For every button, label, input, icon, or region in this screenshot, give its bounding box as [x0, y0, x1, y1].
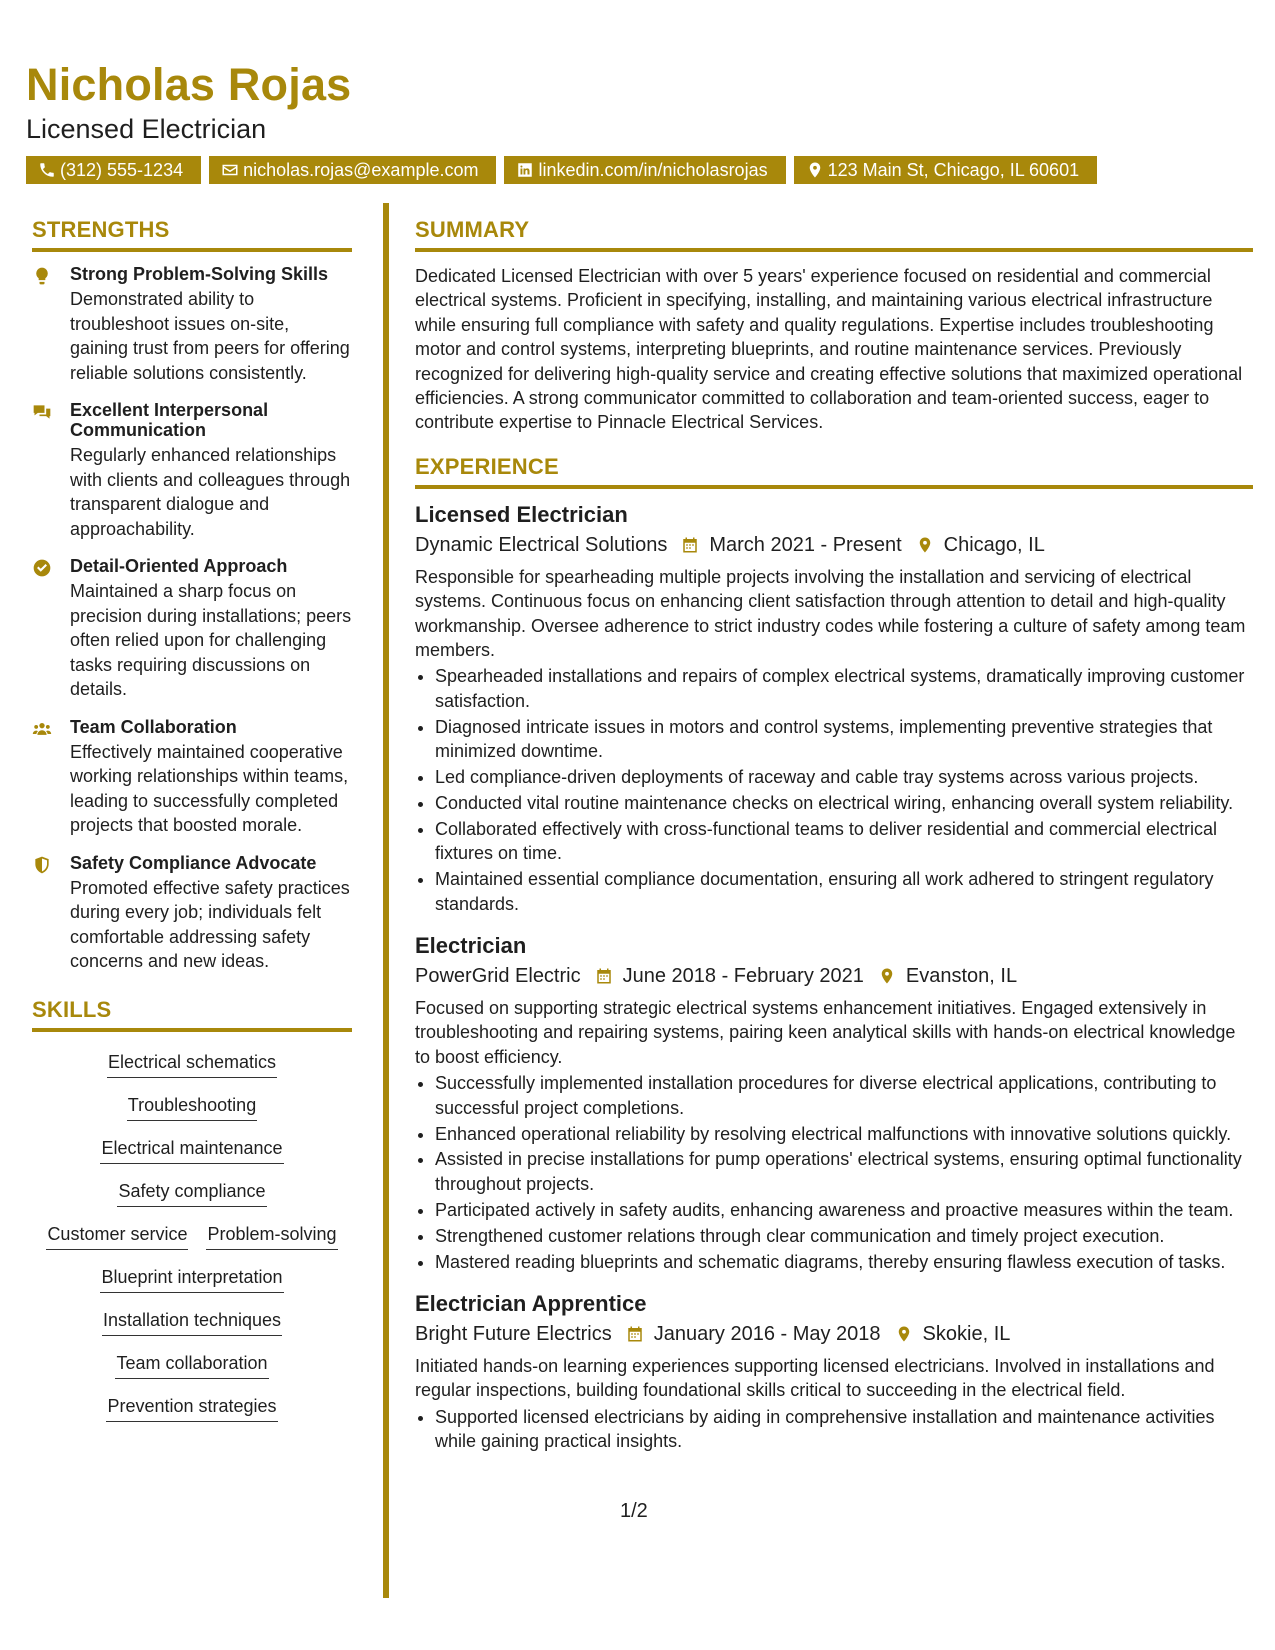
- strength-item: [32, 556, 352, 702]
- bullet-item: • Spearheaded installations and repairs of complex electrical systems, dramatically improving customer satisfaction.: [435, 664, 1253, 713]
- job-company: Bright Future Electrics: [415, 1323, 612, 1345]
- job-title: Electrician Apprentice: [415, 1291, 647, 1316]
- job-company: PowerGrid Electric: [415, 965, 581, 988]
- job-dates: January 2016 - May 2018: [653, 1323, 881, 1345]
- skill-tag: Installation techniques: [102, 1308, 282, 1336]
- skill-tag: Blueprint interpretation: [100, 1265, 283, 1293]
- job-title: Licensed Electrician: [415, 501, 628, 527]
- skill-tag: Prevention strategies: [106, 1394, 277, 1422]
- job-dates: March 2021 - Present: [709, 533, 902, 556]
- skill-tag: Troubleshooting: [127, 1093, 257, 1121]
- job-company: Dynamic Electrical Solutions: [415, 533, 668, 556]
- calendar-icon: [681, 535, 699, 555]
- map-marker-icon: [878, 966, 896, 986]
- users-icon: [32, 719, 52, 739]
- right-column: [415, 216, 1253, 1470]
- calendar-icon: [595, 966, 613, 986]
- map-marker-icon: [916, 535, 934, 555]
- page-number: 1/2: [620, 1500, 648, 1522]
- skill-tag: Team collaboration: [115, 1351, 268, 1379]
- job-dates: June 2018 - February 2021: [622, 965, 864, 988]
- skill-tag: Customer service: [46, 1222, 188, 1250]
- bullet-item: • Collaborated effectively with cross-functional teams to deliver residential and commercial electrical fixtures on time.: [435, 817, 1253, 866]
- candidate-name: Nicholas Rojas: [26, 59, 352, 110]
- job-description: Responsible for spearheading multiple projects involving the installation and servicing of electrical systems. Continuous focus on enhancing client satisfaction through attention to detail and high-quality workmanship. Oversee adherence to strict industry codes while fostering a culture of safety among team members.: [415, 566, 1246, 661]
- strength-desc: Promoted effective safety practices during every job; individuals felt comfortable addressing safety concerns and new ideas.: [70, 877, 350, 971]
- map-marker-icon: [806, 161, 824, 179]
- job-description: Focused on supporting strategic electrical systems enhancement initiatives. Engaged extensively in troubleshooting and repairing systems, pairing keen analytical skills with hands-on electrical knowledge to boost efficiency.: [415, 998, 1236, 1067]
- contact-email-text: nicholas.rojas@example.com: [243, 160, 479, 180]
- map-marker-icon: [895, 1324, 913, 1344]
- skill-tag: Electrical schematics: [107, 1050, 277, 1078]
- column-divider: [383, 203, 389, 1598]
- strength-item: [32, 717, 352, 838]
- check-circle-icon: [32, 558, 52, 578]
- strength-desc: Demonstrated ability to troubleshoot issues on-site, gaining trust from peers for offering reliable solutions consistently.: [70, 289, 350, 383]
- job-location: Evanston, IL: [905, 965, 1018, 988]
- skills-heading: SKILLS: [32, 996, 352, 1032]
- bullet-item: • Maintained essential compliance documentation, ensuring all work adhered to stringent regulatory standards.: [435, 867, 1253, 916]
- calendar-icon: [626, 1324, 644, 1344]
- strengths-heading: STRENGTHS: [32, 216, 352, 252]
- bullet-item: • Enhanced operational reliability by resolving electrical malfunctions with innovative solutions quickly.: [435, 1122, 1253, 1146]
- strength-desc: Regularly enhanced relationships with clients and colleagues through transparent dialogue and approachability.: [70, 445, 351, 539]
- candidate-title: Licensed Electrician: [26, 114, 267, 144]
- strength-title: Strong Problem-Solving Skills: [70, 264, 329, 284]
- job-title: Electrician: [415, 933, 527, 959]
- linkedin-icon: [516, 161, 534, 179]
- resume-header: [26, 60, 1249, 184]
- job-description: Initiated hands-on learning experiences supporting licensed electricians. Involved in installations and regular inspections, building foundational skills critical to succeeding in the electrical field.: [415, 1356, 1215, 1401]
- summary-heading: SUMMARY: [415, 216, 1253, 252]
- job-entry: [415, 1290, 1253, 1454]
- contact-email[interactable]: [209, 156, 496, 184]
- strength-desc: Maintained a sharp focus on precision during installations; peers often relied upon for challenging tasks requiring discussions on details.: [70, 581, 352, 699]
- left-column: [32, 216, 352, 1437]
- contact-linkedin-text: linkedin.com/in/nicholasrojas: [538, 160, 768, 180]
- bullet-item: • Conducted vital routine maintenance checks on electrical wiring, enhancing overall system reliability.: [435, 791, 1253, 815]
- strength-item: [32, 853, 352, 974]
- strength-item: [32, 400, 352, 541]
- job-location: Skokie, IL: [922, 1323, 1011, 1345]
- strength-desc: Effectively maintained cooperative working relationships within teams, leading to successfully completed projects that boosted morale.: [70, 741, 349, 835]
- bullet-item: • Supported licensed electricians by aiding in comprehensive installation and maintenance activities while gaining practical insights.: [435, 1405, 1253, 1454]
- bullet-item: • Mastered reading blueprints and schematic diagrams, thereby ensuring flawless execution of tasks.: [435, 1250, 1253, 1274]
- contact-phone[interactable]: [26, 156, 201, 184]
- skill-tag: Problem-solving: [206, 1222, 337, 1250]
- bullet-item: • Led compliance-driven deployments of raceway and cable tray systems across various projects.: [435, 765, 1253, 789]
- lightbulb-icon: [32, 266, 52, 286]
- bullet-item: • Participated actively in safety audits, enhancing awareness and proactive measures within the team.: [435, 1198, 1253, 1222]
- bullet-item: • Diagnosed intricate issues in motors and control systems, implementing preventive strategies that minimized downtime.: [435, 715, 1253, 764]
- job-location: Chicago, IL: [943, 533, 1045, 556]
- skill-tag: Safety compliance: [117, 1179, 266, 1207]
- contact-linkedin[interactable]: [504, 156, 785, 184]
- comments-icon: [32, 402, 52, 422]
- strength-title: Team Collaboration: [70, 716, 237, 737]
- job-meta: [415, 1320, 1253, 1348]
- job-bullets: [415, 664, 1253, 916]
- shield-icon: [32, 855, 52, 875]
- contact-bar: [26, 156, 1249, 184]
- contact-address: [794, 156, 1098, 184]
- contact-address-text: 123 Main St, Chicago, IL 60601: [827, 160, 1080, 180]
- skill-tag: Electrical maintenance: [100, 1136, 283, 1164]
- contact-phone-text: (312) 555-1234: [60, 160, 184, 180]
- job-meta: [415, 962, 1253, 990]
- experience-heading: EXPERIENCE: [415, 453, 1253, 489]
- bullet-item: • Assisted in precise installations for pump operations' electrical systems, ensuring optimal functionality throughout projects.: [435, 1147, 1253, 1196]
- strength-item: [32, 264, 352, 385]
- strength-title: Detail-Oriented Approach: [70, 556, 288, 576]
- job-entry: [415, 501, 1253, 916]
- job-bullets: [415, 1071, 1253, 1274]
- job-bullets: [415, 1405, 1253, 1454]
- bullet-item: • Successfully implemented installation procedures for diverse electrical applications, contributing to successful project completions.: [435, 1071, 1253, 1120]
- job-entry: [415, 932, 1253, 1274]
- envelope-icon: [221, 161, 239, 179]
- strength-title: Excellent Interpersonal Communication: [70, 400, 269, 440]
- strength-title: Safety Compliance Advocate: [70, 852, 317, 873]
- skills-list: [32, 1050, 352, 1422]
- job-meta: [415, 531, 1253, 559]
- summary-text: Dedicated Licensed Electrician with over 5 years' experience focused on residential and commercial electrical systems. Proficient in specifying, installing, and maintaining various electrical infrastructure while ensuring full compliance with safety and quality regulations. Expertise includes troubleshooting motor and control systems, interpreting blueprints, and routine maintenance services. Previously recognized for delivering high-quality service and creating effective solutions that maximized operational efficiencies. A strong communicator committed to collaboration and team-oriented success, eager to contribute expertise to Pinnacle Electrical Services.: [415, 266, 1243, 433]
- phone-icon: [38, 161, 56, 179]
- bullet-item: • Strengthened customer relations through clear communication and timely project execution.: [435, 1224, 1253, 1248]
